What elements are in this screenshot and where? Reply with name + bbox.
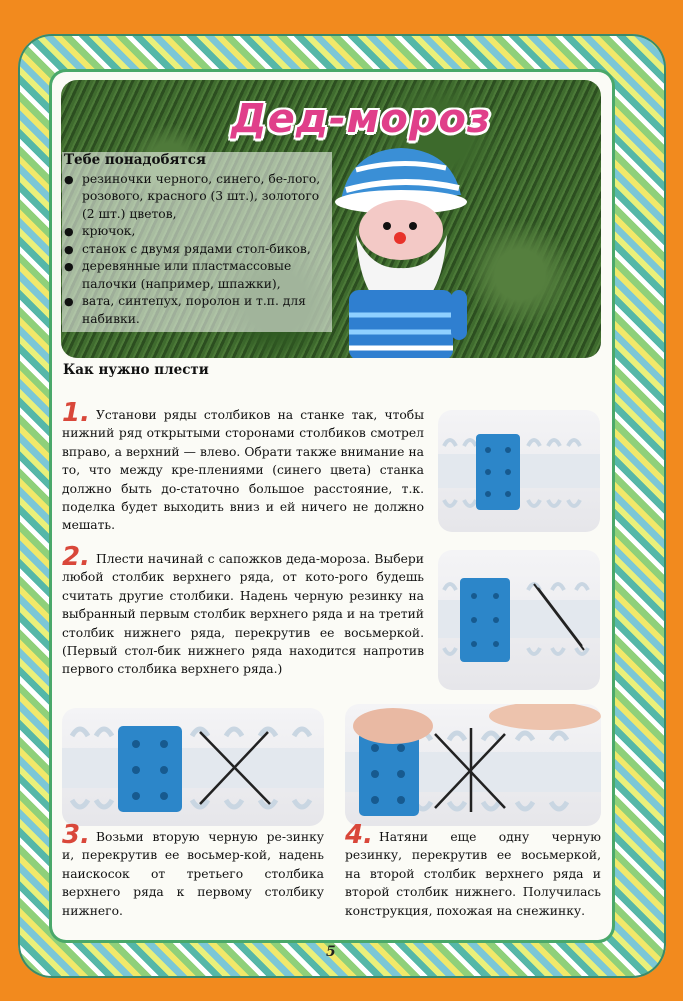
- step-1: [62, 398, 424, 535]
- materials-list: [62, 152, 332, 332]
- list-item: ● станок с двумя рядами стол-биков,: [64, 241, 328, 259]
- step-text: Натяни еще одну черную резинку, перекрутив ее восьмеркой, на второй столбик верхнего ряда и второй столбик нижнего. Получилась конструкция, похожая на снежинку.: [345, 830, 601, 918]
- step-number: 4.: [345, 820, 373, 850]
- step-3: [62, 820, 324, 920]
- section-heading: Как нужно плести: [63, 362, 209, 378]
- list-item: ● крючок,: [64, 223, 328, 241]
- page-title: Дед-мороз: [231, 96, 492, 142]
- list-item: ● резиночки черного, синего, бе-лого, розового, красного (3 шт.), золотого (2 шт.) цветов,: [64, 171, 328, 224]
- step-1-photo: [438, 410, 600, 532]
- step-4: [345, 820, 601, 920]
- step-text: Установи ряды столбиков на станке так, чтобы нижний ряд открытыми сторонами столбиков смотрел вправо, а верхний — влево. Обрати также внимание на то, что между кре-плениями (синего цвета) станка должно быть до-статочно большое расстояние, т.к. поделка будет выходить вниз и ей ничего не должно мешать.: [62, 408, 424, 533]
- step-3-photo: [62, 708, 324, 826]
- step-2: [62, 542, 424, 679]
- step-text: Возьми вторую черную ре-зинку и, перекрутив ее восьмер-кой, надень наискосок от третьего столбика верхнего ряда к первому столбику нижнего.: [62, 830, 324, 918]
- step-number: 2.: [62, 542, 90, 572]
- list-item: ● деревянные или пластмассовые палочки (например, шпажки),: [64, 258, 328, 293]
- page-number: 5: [326, 944, 336, 960]
- step-number: 1.: [62, 398, 90, 428]
- materials-heading: Тебе понадобятся: [64, 152, 206, 168]
- step-2-photo: [438, 550, 600, 690]
- step-4-photo: [345, 704, 601, 826]
- step-text: Плести начинай с сапожков деда-мороза. Выбери любой столбик верхнего ряда, от кото-рого будешь считать другие столбики. Надень черную резинку на выбранный первым столбик верхнего ряда и на третий столбик нижнего ряда, перекрутив ее восьмеркой. (Первый стол-бик нижнего ряда находится напротив первого столбика верхнего ряда.): [62, 552, 424, 677]
- list-item: ● вата, синтепух, поролон и т.п. для набивки.: [64, 293, 328, 328]
- step-number: 3.: [62, 820, 90, 850]
